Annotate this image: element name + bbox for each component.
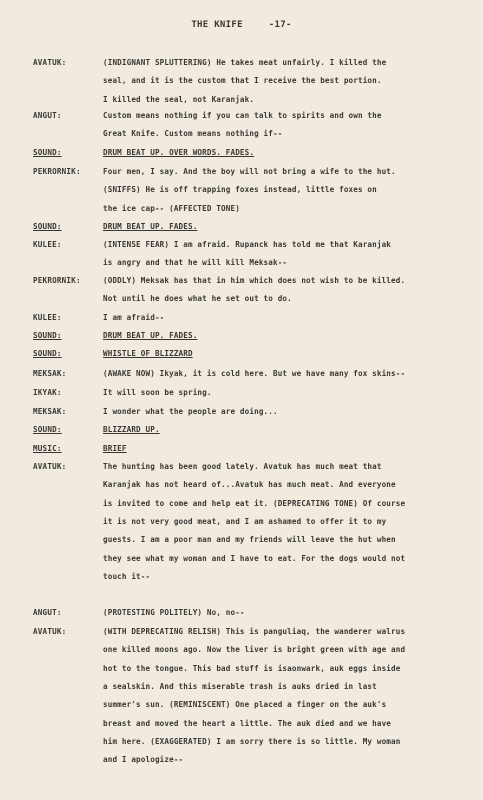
- script-title: THE KNIFE: [191, 20, 243, 30]
- dialogue-line: it is not very good meat, and I am ashamed to offer it to my: [103, 516, 387, 526]
- dialogue-line: DRUM BEAT UP. FADES.: [103, 331, 198, 340]
- dialogue-line: I am afraid--: [103, 313, 165, 322]
- dialogue-line: (PROTESTING POLITELY) No, no--: [103, 608, 245, 617]
- speaker-label: MEKSAK:: [33, 369, 67, 378]
- speaker-label: MEKSAK:: [33, 407, 67, 416]
- dialogue-line: I wonder what the people are doing...: [103, 407, 278, 416]
- dialogue-line: (SNIFFS) He is off trapping foxes instead, little foxes on: [103, 185, 377, 195]
- dialogue-line: (INTENSE FEAR) I am afraid. Rupanck has told me that Karanjak: [103, 240, 392, 249]
- speaker-label: SOUND:: [33, 222, 62, 231]
- speaker-label: AVATUK:: [33, 58, 67, 67]
- dialogue-line: summer's sun. (REMINISCENT) One placed a finger on the auk's: [103, 700, 387, 710]
- dialogue-line: Custom means nothing if you can talk to spirits and own the: [103, 111, 382, 120]
- dialogue-line: is invited to come and help eat it. (DEPRECATING TONE) Of course: [103, 498, 406, 508]
- speaker-label: KULEE:: [33, 240, 62, 249]
- dialogue-line: Four men, I say. And the boy will not bring a wife to the hut.: [103, 167, 396, 176]
- dialogue-line: Not until he does what he set out to do.: [103, 294, 292, 304]
- dialogue-line: hot to the tongue. This bad stuff is isaonwark, auk eggs inside: [103, 663, 401, 673]
- dialogue-line: breast and moved the heart a little. The auk died and we have: [103, 718, 392, 728]
- page-header: [0, 20, 483, 30]
- speaker-label: ANGUT:: [33, 111, 62, 120]
- dialogue-line: (ODDLY) Meksak has that in him which does not wish to be killed.: [103, 276, 406, 285]
- dialogue-line: him here. (EXAGGERATED) I am sorry there is so little. My woman: [103, 736, 401, 746]
- dialogue-line: guests. I am a poor man and my friends will leave the hut when: [103, 535, 396, 545]
- dialogue-line: WHISTLE OF BLIZZARD: [103, 349, 193, 358]
- speaker-label: PEKRORNIK:: [33, 276, 81, 285]
- speaker-label: SOUND:: [33, 148, 62, 157]
- dialogue-line: DRUM BEAT UP. FADES.: [103, 222, 198, 231]
- dialogue-line: and I apologize--: [103, 755, 184, 765]
- dialogue-line: one killed moons ago. Now the liver is bright green with age and: [103, 645, 406, 655]
- dialogue-line: is angry and that he will kill Meksak--: [103, 258, 288, 268]
- dialogue-line: BRIEF: [103, 444, 127, 453]
- speaker-label: MUSIC:: [33, 444, 62, 453]
- speaker-label: AVATUK:: [33, 627, 67, 636]
- dialogue-line: (AWAKE NOW) Ikyak, it is cold here. But we have many fox skins--: [103, 369, 406, 378]
- speaker-label: IKYAK:: [33, 388, 62, 397]
- dialogue-line: (WITH DEPRECATING RELISH) This is panguliaq, the wanderer walrus: [103, 627, 406, 636]
- speaker-label: PEKRORNIK:: [33, 167, 81, 176]
- dialogue-line: (INDIGNANT SPLUTTERING) He takes meat unfairly. I killed the: [103, 58, 387, 67]
- speaker-label: SOUND:: [33, 331, 62, 340]
- dialogue-line: I killed the seal, not Karanjak.: [103, 94, 255, 104]
- dialogue-line: BLIZZARD UP.: [103, 425, 160, 434]
- dialogue-line: DRUM BEAT UP. OVER WORDS. FADES.: [103, 148, 255, 157]
- speaker-label: ANGUT:: [33, 608, 62, 617]
- dialogue-line: they see what my woman and I have to eat. For the dogs would not: [103, 553, 406, 563]
- dialogue-line: the ice cap-- (AFFECTED TONE): [103, 203, 240, 213]
- dialogue-line: a sealskin. And this miserable trash is auks dried in last: [103, 681, 377, 691]
- dialogue-line: It will soon be spring.: [103, 388, 212, 397]
- dialogue-line: Great Knife. Custom means nothing if--: [103, 129, 283, 139]
- page-number: -17-: [268, 20, 292, 30]
- speaker-label: SOUND:: [33, 425, 62, 434]
- speaker-label: KULEE:: [33, 313, 62, 322]
- dialogue-line: touch it--: [103, 571, 151, 581]
- speaker-label: AVATUK:: [33, 462, 67, 471]
- dialogue-line: The hunting has been good lately. Avatuk has much meat that: [103, 462, 382, 471]
- dialogue-line: seal, and it is the custom that I receive the best portion.: [103, 76, 382, 86]
- speaker-label: SOUND:: [33, 349, 62, 358]
- dialogue-line: Karanjak has not heard of...Avatuk has much meat. And everyone: [103, 480, 396, 490]
